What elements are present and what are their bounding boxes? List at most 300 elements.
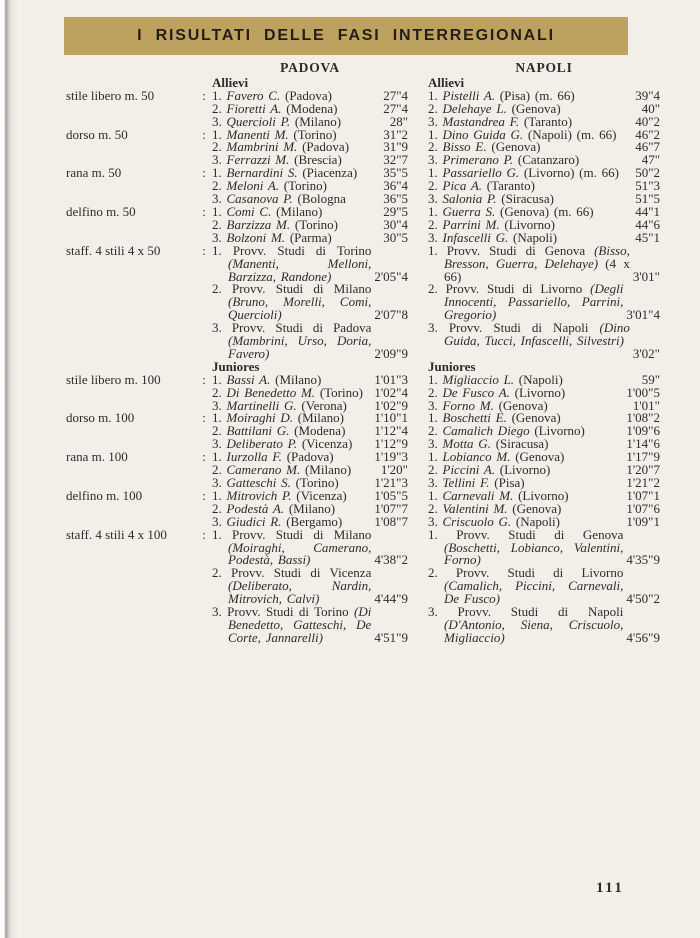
result-time: 1'09"1 (626, 513, 660, 529)
rank-number: 1. (428, 371, 438, 387)
rank-number: 3. (212, 320, 222, 336)
entry-detail: (Milano) (300, 462, 352, 478)
entry-detail: (Napoli) (511, 513, 560, 529)
result-time: 47" (641, 152, 660, 168)
athlete-name: Valentini M. (442, 500, 508, 516)
result-entry (428, 242, 660, 284)
athlete-name: (Bisso, Bresson, Guerra, Delehaye) (444, 242, 630, 271)
athlete-name: (Degli Innocenti, Passariello, Parrini, Gregorio) (444, 281, 624, 323)
entry-detail: (Milano) (284, 500, 336, 516)
result-time: 1'14"6 (626, 436, 660, 452)
rank-number: 2. (212, 281, 222, 297)
event-row (66, 126, 660, 168)
athlete-name: Martinelli G. (226, 397, 297, 413)
result-time: 59" (641, 371, 660, 387)
athlete-name: Motta G. (442, 436, 491, 452)
result-time: 3'01"4 (626, 307, 660, 323)
result-time: 36"4 (383, 178, 408, 194)
entry-text (428, 606, 623, 645)
athlete-name: Giudici R. (226, 513, 282, 529)
entry-detail: (Pisa) (489, 475, 525, 490)
event-row (66, 167, 660, 206)
entry-detail: (4 x 66) (444, 255, 630, 284)
result-time: 50"2 (635, 165, 660, 181)
rank-number: 3. (212, 436, 222, 452)
event-colon: : (202, 371, 206, 387)
rank-number: 2. (212, 178, 222, 194)
athlete-name: Comi C. (226, 203, 272, 219)
result-time: 1'07"1 (626, 487, 660, 503)
rank-number: 2. (428, 462, 438, 478)
entry-detail: (Torino) (315, 384, 363, 400)
result-time: 2'05"4 (374, 268, 408, 284)
result-entry (428, 567, 660, 606)
rank-list (212, 126, 660, 168)
athlete-name: Fioretti A. (226, 100, 282, 116)
athlete-name: Primerano P. (442, 152, 514, 168)
group-header: Allievi (428, 74, 465, 90)
result-time: 1'19"3 (374, 449, 408, 465)
column-header-row (66, 62, 660, 75)
group-header: Juniores (428, 358, 476, 374)
entry-detail: (Milano) (270, 371, 322, 387)
athlete-name: Boschetti E. (442, 410, 507, 426)
entry-detail: (Genova) (506, 410, 561, 426)
entry-detail: (Milano) (293, 410, 344, 426)
entry-detail: (Livorno) (499, 216, 555, 232)
event-label: staff. 4 stili 4 x 100 (66, 526, 167, 542)
entry-text (428, 322, 630, 361)
athlete-name: Dino Guida G. (442, 126, 524, 142)
rank-number: 3. (212, 397, 222, 413)
result-time: 40" (641, 100, 660, 116)
rank-number: 3. (428, 436, 438, 452)
event-row (66, 371, 660, 413)
result-time: 4'56"9 (626, 629, 660, 645)
entry-text (212, 606, 371, 645)
rank-number: 1. (212, 165, 222, 181)
rank-number: 1. (428, 410, 438, 426)
result-time: 1'08"2 (626, 410, 660, 426)
result-time: 3'01" (632, 268, 660, 284)
result-time: 1'17"9 (626, 449, 660, 465)
entry-detail: (Vicenza) (291, 487, 347, 503)
result-entry (428, 283, 660, 322)
entry-detail: (Bergamo) (281, 513, 343, 529)
athlete-name: Battilani G. (226, 423, 290, 439)
result-time: 44"1 (635, 203, 660, 219)
result-time: 27"4 (383, 100, 408, 116)
result-entry (212, 242, 408, 284)
entry-detail: Provv. Studi di Torino (227, 604, 355, 620)
rank-row (212, 242, 660, 284)
result-time: 1'12"4 (374, 423, 408, 439)
athlete-name: Camerano M. (226, 462, 301, 478)
event-colon: : (202, 203, 206, 219)
entry-detail: Provv. Studi di Padova (231, 320, 372, 336)
rank-number: 1. (212, 410, 222, 426)
athlete-name: (Moiraghi, Camerano, Podestà, Bassi) (228, 539, 372, 568)
rank-number: 2. (428, 384, 438, 400)
athlete-name: Migliaccio L. (442, 371, 515, 387)
athlete-name: Moiraghi D. (226, 410, 293, 426)
athlete-name: De Fusco A. (442, 384, 510, 400)
rank-number: 2. (212, 100, 222, 116)
rank-number: 3. (428, 320, 438, 336)
athlete-name: Carnevali M. (442, 487, 514, 503)
result-entry (212, 567, 408, 606)
entry-text (212, 242, 372, 284)
rank-number: 3. (212, 113, 222, 129)
event-label: stile libero m. 50 (66, 87, 155, 103)
event-row (66, 451, 660, 490)
rank-number: 1. (212, 526, 222, 542)
rank-number: 2. (428, 500, 438, 516)
result-time: 31"9 (383, 139, 408, 155)
athlete-name: Iurzolla F. (226, 449, 282, 465)
athlete-name: Bassi A. (226, 371, 271, 387)
entry-detail: Provv. Studi di Napoli (457, 604, 624, 620)
athlete-name: Pica A. (442, 178, 483, 194)
athlete-name: Parrini M. (442, 216, 500, 232)
athlete-name: Pistelli A. (442, 87, 496, 103)
result-time: 1'21"3 (374, 475, 408, 490)
athlete-name: Mambrini M. (226, 139, 298, 155)
athlete-name: Piccini A. (442, 462, 496, 478)
result-time: 4'51"9 (374, 629, 408, 645)
column-headers (212, 62, 660, 75)
result-time: 4'50"2 (626, 591, 660, 607)
entry-detail: (Napoli) (508, 229, 558, 245)
athlete-name: Barzizza M. (226, 216, 291, 232)
athlete-name: Manenti M. (226, 126, 289, 142)
result-time: 45"1 (635, 229, 660, 245)
rank-list (212, 526, 660, 645)
rank-number: 3. (428, 604, 438, 620)
event-label: staff. 4 stili 4 x 50 (66, 242, 161, 258)
athlete-name: Lobianco M. (442, 449, 511, 465)
athlete-name: Bolzoni M. (226, 229, 286, 245)
rank-number: 2. (428, 216, 438, 232)
rank-number: 3. (212, 513, 222, 529)
result-time: 29"5 (383, 203, 408, 219)
event-colon: : (202, 87, 206, 103)
rank-row (212, 322, 660, 361)
entry-detail: (Torino) (288, 126, 337, 142)
event-row (66, 242, 660, 361)
athlete-name: (Camalich, Piccini, Carnevali, De Fusco) (444, 578, 624, 607)
entry-detail: (Verona) (296, 397, 347, 413)
result-time: 46"2 (635, 126, 660, 142)
result-time: 1'05"5 (374, 487, 408, 503)
result-time: 32"7 (383, 152, 408, 168)
event-label: delfino m. 50 (66, 203, 136, 219)
athlete-name: Infascelli G. (442, 229, 509, 245)
result-time: 1'01"3 (374, 371, 408, 387)
rank-number: 1. (212, 487, 222, 503)
rank-number: 3. (428, 475, 438, 490)
result-time: 4'35"9 (626, 552, 660, 568)
athlete-name: Mitrovich P. (226, 487, 292, 503)
rank-list (212, 371, 660, 413)
athlete-name: (Boschetti, Lobianco, Valentini, Forno) (444, 539, 624, 568)
rank-number: 2. (428, 139, 438, 155)
rank-number: 3. (428, 397, 438, 413)
athlete-name: (Di Benedetto, Gatteschi, De Corte, Jannarelli) (228, 604, 372, 645)
entry-detail: (Pisa) (m. 66) (495, 87, 575, 103)
result-entry (428, 606, 660, 645)
rank-number: 1. (428, 203, 438, 219)
result-time: 1'01" (632, 397, 660, 413)
athlete-name: Tellini F. (442, 475, 490, 490)
column-header-napoli: NAPOLI (515, 60, 573, 75)
event-label: rana m. 100 (66, 449, 128, 465)
entry-detail: (Torino) (290, 475, 339, 490)
page-title: I RISULTATI DELLE FASI INTERREGIONALI (137, 26, 555, 44)
rank-number: 1. (428, 487, 438, 503)
rank-number: 1. (212, 203, 222, 219)
results (66, 74, 660, 645)
rank-number: 2. (428, 281, 438, 297)
event-colon: : (202, 449, 206, 465)
entry-detail: Provv. Studi di Milano (232, 281, 372, 297)
result-time: 36"5 (383, 191, 408, 207)
event-colon: : (202, 242, 206, 258)
rank-number: 1. (212, 449, 222, 465)
rank-list (212, 167, 660, 206)
entry-detail: (Genova) (510, 449, 565, 465)
result-time: 1'12"9 (374, 436, 408, 452)
athlete-name: Podestà A. (226, 500, 285, 516)
entry-detail: (Taranto) (519, 113, 573, 129)
rank-row (212, 567, 660, 606)
rank-list (212, 87, 660, 129)
entry-detail: (Genova) (507, 500, 562, 516)
rank-list (212, 451, 660, 490)
event-label: dorso m. 50 (66, 126, 128, 142)
athlete-name: Favero C. (226, 87, 281, 103)
rank-number: 3. (212, 229, 222, 245)
athlete-name: Bernardini S. (226, 165, 298, 181)
event-label: rana m. 50 (66, 165, 122, 181)
rank-number: 2. (212, 462, 222, 478)
result-time: 1'00"5 (626, 384, 660, 400)
event-row (66, 412, 660, 451)
entry-text (428, 526, 624, 568)
rank-number: 2. (212, 423, 222, 439)
result-time: 35"5 (383, 165, 408, 181)
rank-number: 3. (212, 604, 222, 620)
entry-detail: (Genova) (486, 139, 541, 155)
rank-number: 1. (212, 87, 222, 103)
entry-detail: (Vicenza) (297, 436, 353, 452)
result-time: 39"4 (635, 87, 660, 103)
event-row (66, 526, 660, 645)
athlete-name: Quercioli P. (226, 113, 291, 129)
rank-number: 2. (428, 565, 438, 581)
entry-detail: (Genova) (506, 100, 561, 116)
result-time: 27"4 (383, 87, 408, 103)
result-time: 40"2 (635, 113, 660, 129)
rank-row (212, 283, 660, 322)
result-time: 1'20"7 (626, 462, 660, 478)
entry-text (212, 567, 371, 606)
athlete-name: Gatteschi S. (226, 475, 291, 490)
entry-text (212, 283, 371, 322)
athlete-name: Deliberato P. (226, 436, 298, 452)
entry-text (428, 567, 623, 606)
result-time: 51"5 (635, 191, 660, 207)
event-colon: : (202, 165, 206, 181)
entry-detail: (Brescia) (289, 152, 342, 168)
entry-detail: Provv. Studi di Milano (232, 526, 372, 542)
entry-detail: (Genova) (493, 397, 548, 413)
group-header: Juniores (212, 358, 260, 374)
rank-number: 2. (428, 423, 438, 439)
rank-number: 1. (428, 242, 438, 258)
result-time: 30"5 (383, 229, 408, 245)
entry-text (428, 242, 630, 284)
result-entry (212, 606, 408, 645)
rank-number: 3. (212, 152, 222, 168)
athlete-name: Di Benedetto M. (226, 384, 316, 400)
athlete-name: Forno M. (442, 397, 494, 413)
rank-number: 2. (212, 500, 222, 516)
entry-detail: (Bologna (292, 191, 346, 207)
entry-detail: (Piacenza) (297, 165, 358, 181)
athlete-name: Guerra S. (442, 203, 496, 219)
result-time: 1'02"4 (374, 384, 408, 400)
result-time: 44"6 (635, 216, 660, 232)
result-time: 4'38"2 (374, 552, 408, 568)
rank-number: 1. (428, 449, 438, 465)
result-entry (212, 322, 408, 361)
entry-detail: Provv. Studi di Genova (446, 242, 595, 258)
page-number: 111 (596, 880, 625, 896)
result-time: 1'20" (380, 462, 408, 478)
athlete-name: Criscuolo G. (442, 513, 512, 529)
result-time: 30"4 (383, 216, 408, 232)
athlete-name: Camalich Diego (442, 423, 530, 439)
rank-number: 1. (428, 87, 438, 103)
rank-list (212, 412, 660, 451)
event-row (66, 203, 660, 245)
athlete-name: (Manenti, Melloni, Barzizza, Randone) (228, 255, 372, 284)
event-label: stile libero m. 100 (66, 371, 161, 387)
result-entry (428, 322, 660, 361)
rank-list (212, 203, 660, 245)
result-time: 2'07"8 (374, 307, 408, 323)
entry-detail: Provv. Studi di Vicenza (231, 565, 372, 581)
event-colon: : (202, 126, 206, 142)
result-time: 1'10"1 (374, 410, 408, 426)
athlete-name: Salonia P. (442, 191, 497, 207)
entry-detail: (Genova) (m. 66) (495, 203, 594, 219)
event-row (66, 487, 660, 529)
rank-row (212, 606, 660, 645)
entry-detail: Provv. Studi di Livorno (455, 565, 624, 581)
entry-detail: Provv. Studi di Livorno (445, 281, 591, 297)
entry-detail: (Catanzaro) (513, 152, 580, 168)
rank-number: 3. (428, 113, 438, 129)
rank-list (212, 487, 660, 529)
result-time: 51"3 (635, 178, 660, 194)
athlete-name: Meloni A. (226, 178, 280, 194)
athlete-name: Bisso E. (442, 139, 487, 155)
event-colon: : (202, 487, 206, 503)
event-label: delfino m. 100 (66, 487, 143, 503)
entry-detail: (Padova) (297, 139, 350, 155)
athlete-name: (D'Antonio, Siena, Criscuolo, Migliaccio) (444, 616, 624, 645)
result-entry (428, 526, 660, 568)
event-colon: : (202, 410, 206, 426)
entry-detail: (Torino) (290, 216, 339, 232)
entry-detail: (Napoli) (514, 371, 563, 387)
rank-number: 1. (212, 126, 222, 142)
rank-list (212, 242, 660, 361)
event-colon: : (202, 526, 206, 542)
entry-detail: (Taranto) (482, 178, 535, 194)
result-entry (212, 526, 408, 568)
result-time: 4'44"9 (374, 591, 408, 607)
rank-number: 3. (428, 152, 438, 168)
athlete-name: Casanova P. (226, 191, 293, 207)
rank-number: 3. (212, 191, 222, 207)
athlete-name: Delehaye L. (442, 100, 507, 116)
entry-detail: (Siracusa) (496, 191, 554, 207)
results-table (66, 62, 660, 645)
entry-text (212, 322, 371, 361)
result-time: 1'21"2 (626, 475, 660, 490)
event-label: dorso m. 100 (66, 410, 135, 426)
entry-detail: (Milano) (290, 113, 342, 129)
rank-number: 3. (212, 475, 222, 490)
entry-detail: (Livorno) (495, 462, 551, 478)
result-time: 3'02" (632, 345, 660, 361)
scan-edge-shadow (0, 0, 18, 938)
entry-detail: Provv. Studi di Genova (456, 526, 624, 542)
result-time: 2'09"9 (374, 345, 408, 361)
rank-number: 1. (212, 371, 222, 387)
result-time: 1'07"7 (374, 500, 408, 516)
entry-text (212, 526, 372, 568)
rank-number: 3. (428, 513, 438, 529)
title-banner (64, 17, 628, 55)
rank-number: 1. (212, 242, 222, 258)
entry-detail: (Livorno) (513, 487, 569, 503)
rank-row (212, 526, 660, 568)
athlete-name: (Mambrini, Urso, Doria, Favero) (228, 333, 372, 361)
rank-number: 2. (428, 100, 438, 116)
athlete-name: (Bruno, Morelli, Comi, Quercioli) (228, 294, 372, 323)
entry-text (428, 283, 623, 322)
entry-detail: (Torino) (279, 178, 327, 194)
rank-number: 1. (428, 526, 438, 542)
result-time: 1'09"6 (626, 423, 660, 439)
rank-number: 1. (428, 165, 438, 181)
result-time: 28" (389, 113, 408, 129)
entry-detail: (Napoli) (m. 66) (523, 126, 617, 142)
athlete-name: Mastandrea F. (442, 113, 520, 129)
entry-detail: Provv. Studi di Napoli (448, 320, 600, 336)
result-entry (212, 283, 408, 322)
result-time: 1'08"7 (374, 513, 408, 529)
athlete-name: (Dino Guida, Tucci, Infascelli, Silvestri) (444, 320, 630, 349)
rank-number: 3. (428, 229, 438, 245)
result-time: 1'02"9 (374, 397, 408, 413)
entry-detail: (Livorno) (509, 384, 566, 400)
entry-detail: (Parma) (285, 229, 332, 245)
